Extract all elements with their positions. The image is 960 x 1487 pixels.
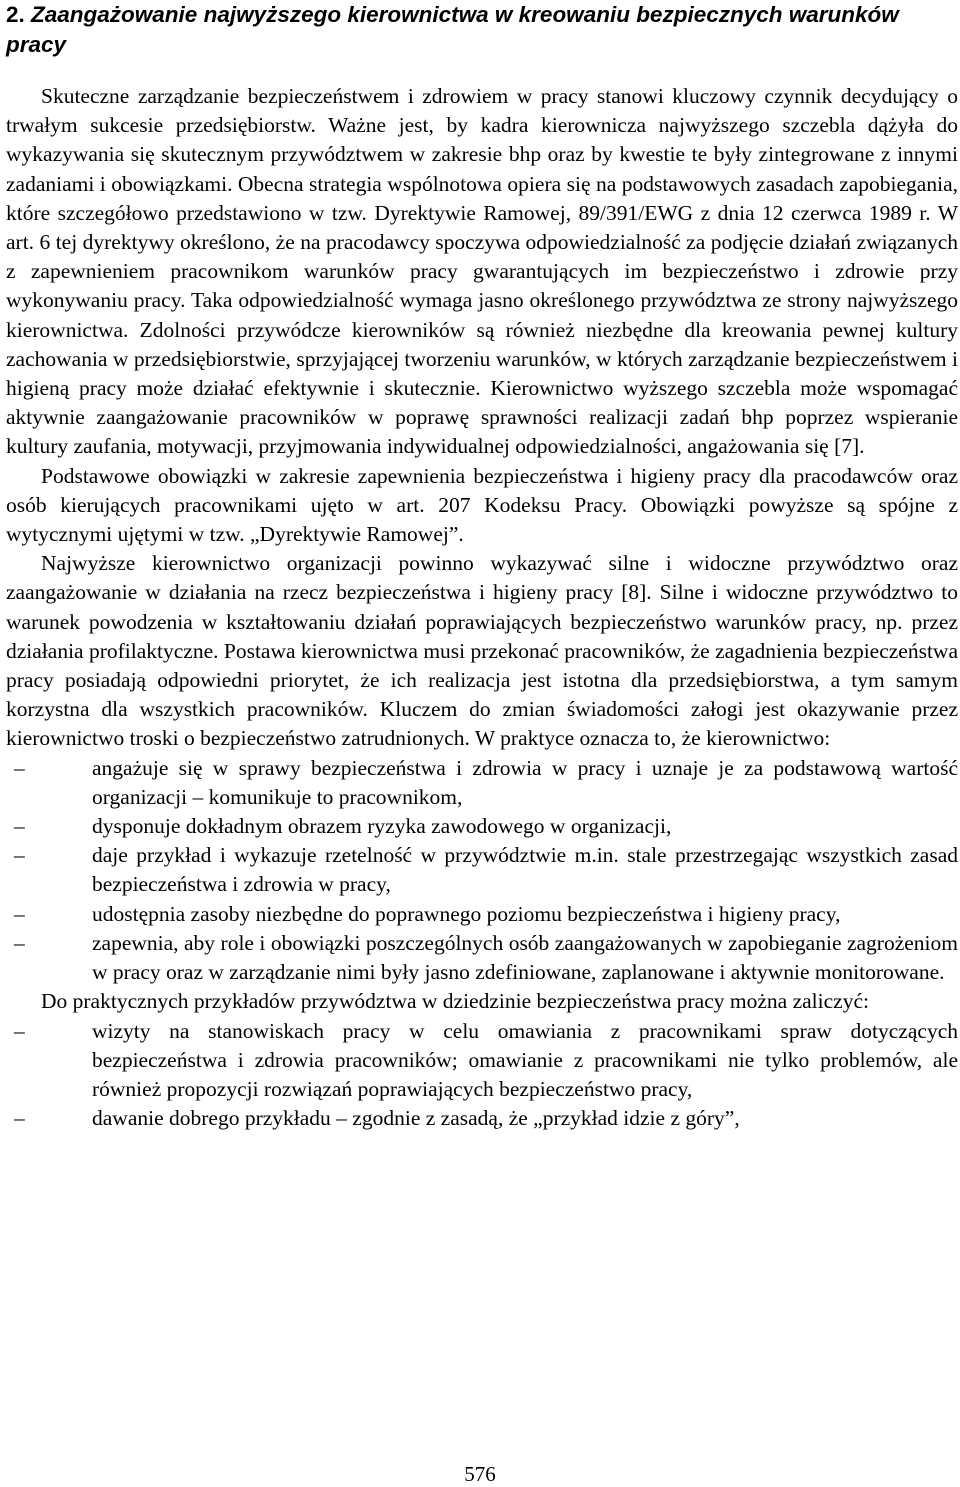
list-item: – udostępnia zasoby niezbędne do poprawnego poziomu bezpieczeństwa i higieny pracy, (6, 900, 958, 929)
body-paragraph: Do praktycznych przykładów przywództwa w dziedzinie bezpieczeństwa pracy można zaliczyć: (41, 989, 869, 1014)
list-item: – angażuje się w sprawy bezpieczeństwa i zdrowia w pracy i uznaje je za podstawową wartość organizacji – komunikuje to pracownikom, (14, 755, 958, 809)
list-item: – dawanie dobrego przykładu – zgodnie z zasadą, że „przykład idzie z góry”, (6, 1104, 958, 1133)
leadership-examples-list (6, 1017, 958, 1134)
section-title: Zaangażowanie najwyższego kierownictwa w kreowaniu bezpiecznych warunków pracy (6, 2, 899, 57)
list-item: – zapewnia, aby role i obowiązki poszczególnych osób zaangażowanych w zapobieganie zagrożeniom w pracy oraz w zarządzanie nimi były jasno zdefiniowane, zaplanowane i aktywnie monitorowane. (14, 930, 958, 985)
leadership-duties-list (6, 754, 958, 988)
section-number: 2. (6, 2, 25, 27)
dash-bullet: – (14, 843, 25, 868)
list-item: – daje przykład i wykazuje rzetelność w przywództwie m.in. stale przestrzegając wszystkich zasad bezpieczeństwa i zdrowia w pracy, (14, 843, 958, 897)
dash-bullet: – (14, 1106, 25, 1131)
dash-bullet: – (14, 901, 25, 926)
dash-bullet: – (14, 1018, 25, 1043)
section-heading (6, 0, 958, 60)
page-number: 576 (464, 1462, 496, 1486)
body-paragraph: Podstawowe obowiązki w zakresie zapewnienia bezpieczeństwa i higieny pracy dla pracodawców oraz osób kierujących pracownikami ujęto w art. 207 Kodeksu Pracy. Obowiązki powyższe są spójne z wytycznymi ujętymi w tzw. „Dyrektywie Ramowej”. (6, 463, 958, 547)
dash-bullet: – (14, 930, 25, 955)
document-page (6, 0, 958, 1133)
list-item: – wizyty na stanowiskach pracy w celu omawiania z pracownikami spraw dotyczących bezpieczeństwa i zdrowia pracowników; omawianie z pracownikami nie tylko problemów, ale również propozycji rozwiązań poprawiających bezpieczeństwo pracy, (14, 1018, 958, 1101)
dash-bullet: – (14, 755, 25, 780)
list-item: – dysponuje dokładnym obrazem ryzyka zawodowego w organizacji, (6, 812, 958, 841)
dash-bullet: – (14, 814, 25, 839)
body-paragraph: Skuteczne zarządzanie bezpieczeństwem i zdrowiem w pracy stanowi kluczowy czynnik decydujący o trwałym sukcesie przedsiębiorstw. Ważne jest, by kadra kierownicza najwyższego szczebla dążyła do wykazywania się skutecznym przywództwem w zakresie bhp oraz by kwestie te były zintegrowane z innymi zadaniami i obowiązkami. Obecna strategia wspólnotowa opiera się na podstawowych zasadach zapobiegania, które szczegółowo przedstawiono w tzw. Dyrektywie Ramowej, 89/391/EWG z dnia 12 czerwca 1989 r. W art. 6 tej dyrektywy określono, że na pracodawcy spoczywa odpowiedzialność za podjęcie działań związanych z zapewnieniem pracownikom warunków pracy gwarantujących im bezpieczeństwo i zdrowie przy wykonywaniu pracy. Taka odpowiedzialność wymaga jasno określonego przywództwa ze strony najwyższego kierownictwa. Zdolności przywódcze kierowników są również niezbędne dla kreowania pewnej kultury zachowania w przedsiębiorstwie, sprzyjającej tworzeniu warunków, w których zarządzanie bezpieczeństwem i higieną pracy może działać efektywnie i skutecznie. Kierownictwo wyższego szczebla może wspomagać aktywnie zaangażowanie pracowników w poprawę sprawności realizacji zadań bhp poprzez wspieranie kultury zaufania, motywacji, przyjmowania indywidualnej odpowiedzialności, angażowania się [7]. (6, 84, 958, 459)
body-paragraph: Najwyższe kierownictwo organizacji powinno wykazywać silne i widoczne przywództwo oraz zaangażowanie w działania na rzecz bezpieczeństwa i higieny pracy [8]. Silne i widoczne przywództwo to warunek powodzenia w kształtowaniu działań poprawiających bezpieczeństwo warunków pracy, np. przez działania profilaktyczne. Postawa kierownictwa musi przekonać pracowników, że zagadnienia bezpieczeństwa pracy posiadają odpowiedni priorytet, że ich realizacja jest istotna dla przedsiębiorstwa, a tym samym korzystna dla wszystkich pracowników. Kluczem do zmian świadomości załogi jest okazywanie przez kierownictwo troski o bezpieczeństwo zatrudnionych. W praktyce oznacza to, że kierownictwo: (6, 551, 958, 751)
